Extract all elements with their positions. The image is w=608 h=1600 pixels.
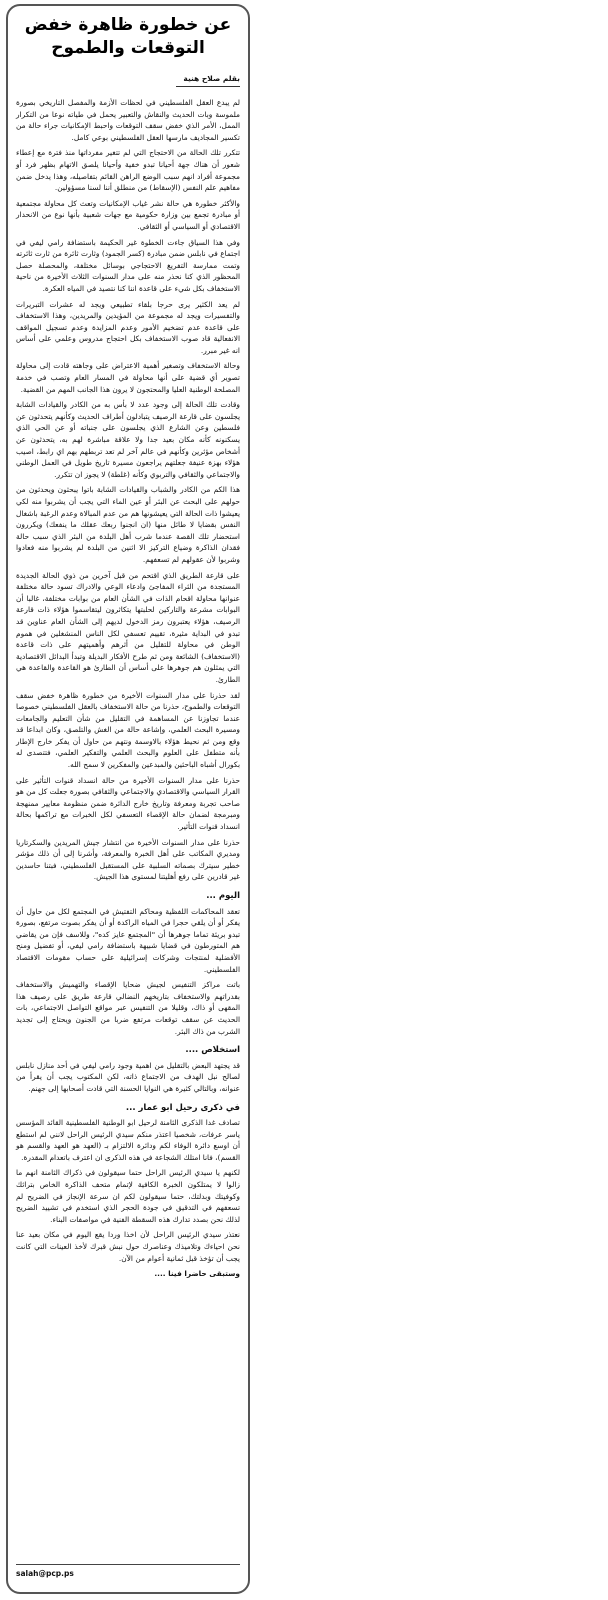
section-heading-today: اليوم ... <box>206 891 240 901</box>
paragraph: وفي هذا السياق جاءت الخطوة غير الحكيمة باستضافة رامي ليفي في اجتماع في نابلس ضمن مبادرة (كسر الجمود) وثارت ثائرة من ثارت ثائرته وتمت ممارسة التفريغ الاحتجاجي بوسائل مختلفة، والمحصلة حصل المحظور الذي كنا نحذر منه على مدار السنوات الثلاث الأخيرة من ناحية الاستخفاف بكل شيء على قاعدة اننا كنا نتصيد في المياه العكرة. <box>16 237 240 293</box>
article-byline: بقلم صلاح هنية <box>176 74 240 87</box>
paragraph: حذرنا على مدار السنوات الأخيرة من انتشار جيش المريدين والسكرتاريا ومديري المكاتب على أهل الخبرة والمعرفة، وأشرنا إلى أن ذلك مؤشر خطير سيترك بصماته السلبية على المستقبل الفلسطيني، فبتنا حاسدين غير قادرين على رفع أهليتنا لمستوى هذا الجيش. <box>16 837 240 882</box>
article-title: عن خطورة ظاهرة خفض التوقعات والطموح <box>24 15 232 58</box>
paragraph: على قارعة الطريق الذي اقتحم من قبل آخرين من ذوي الحالة الجديدة المستجدة من الثراء المفاجئ وادعاء الوعي والادراك تسود حالة مختلفة عنوانها محاولة اقحام الذات في الشأن العام من بوابات مختلفة، غالبا أن البوابات مشرعة والتاركين لحلبتها يتكاثرون ليتقاسموا هؤلاء ذات قارعة الرصيف، هؤلاء يعتبرون رمز الدخول لديهم إلى الشأن العام عناوين قد تبدو في البداية مثيرة، تقييم تعسفي لكل الناس المنشغلين في هموم الوطن في محاولة للتقليل من أثرهم وأهميتهم على ذات قاعدة (الاستخفاف) الشائعة ومن ثم طرح الأفكار البديلة وتبدأ البدائل الاقتصادية التي يمثلون هم جوهرها على أساس أن الطارئ هو القاعدة والقاعدة هي الطارئ. <box>16 570 240 684</box>
paragraph: قد يجتهد البعض بالتقليل من اهمية وجود رامي ليفي في أحد منازل نابلس لصالح نبل الهدف من الاجتماع ذاته، لكن المكتوب يجب أن يقرأ من عنوانه، وبالتالي كثيرة هي النوايا الحسنة التي قادت أصحابها إلى جهنم. <box>16 1060 240 1093</box>
paragraph: لقد حذرنا على مدار السنوات الأخيرة من خطورة ظاهرة خفض سقف التوقعات والطموح، حذرنا من حالة الاستخفاف بالعقل الفلسطيني خصوصا عندما تجاوزنا عن المساهمة في التقليل من شأن التعليم والجامعات ومسيرة البحث العلمي، وإشاعة حالة من الغش والتلصق، وكان ابداعا قد وقع ومن ثم نحيط هؤلاء بالاوسمة ونتهم من حاول أن يفكر خارج الإطار بأنه متطفل على العلوم والبحث العلمي والتفكير العلمي، فتتصدى له بكورال أشباه الباحثين والمبدعين والمفكرين لا سمح الله. <box>16 690 240 770</box>
paragraph: تعقد المحاكمات اللفظية ومحاكم التفتيش في المجتمع لكل من حاول أن يفكر أو أن يلقي حجرا في المياه الراكدة أو أن يفكر بصوت مرتفع، بصورة تبدو بريئة تماما جوهرها أن "المجتمع عايز كده"، وللاسف فإن من يقاضي هم المتورطون في قضايا شبيهة باستضافة رامي ليفي، أو تفضيل ومنح الأفضلية لمنتجات وشركات إسرائيلية على حساب مقومات الاقتصاد الفلسطيني. <box>16 906 240 974</box>
paragraph: لم يعد الكثير يرى حرجا بلقاء تطبيعي ويجد له عشرات التبريرات والتفسيرات ويجد له مجموعة من المؤيدين والمريدين، وهذا الاستخفاف على قاعدة عدم تضخيم الأمور وعدم المزايدة وعدم تسجيل المواقف الانفعالية قاد صوب الاستخفاف بكل احتجاج مدروس وعلمي على أساس انه غير مبرر. <box>16 299 240 355</box>
paragraph: تتكرر تلك الحالة من الاحتجاج التي لم تتغير مفرداتها منذ فترة مع إعطاء شعور أن هناك جهة أحيانا تبدو خفية وأحيانا يلصق الاتهام بظهر فرد أو مجموعة أفراد انهم سبب الوضع الراهن القائم بتفاصيله، وهذا يدخل ضمن مفاهيم علم النفس (الإسقاط) من منطلق أننا لسنا مسؤولين. <box>16 148 240 193</box>
section-heading-conclusion: استخلاص .... <box>185 1045 240 1056</box>
article-column <box>6 4 250 1594</box>
section-heading-arafat: في ذكرى رحيل ابو عمار ... <box>125 1102 240 1113</box>
author-email: salah@pcp.ps <box>16 1564 240 1578</box>
paragraph: لكنهم يا سيدي الرئيس الراحل حتما سيقولون في ذكراك الثامنة انهم ما زالوا لا يمتلكون الخبرة الكافية لإتمام متحف الذاكرة الخاص بتراثك وكوفيتك وبدلتك، حتما سيقولون لكم ان سرعة الإنجاز في الضريح لم تسعفهم في التدقيق في جودة الحجر الذي استخدم في تشييد الضريح لذلك نحن بصدد تدارك هذه السقطة الفنية في مواصفات البناء. <box>16 1168 240 1224</box>
closing-line: وستبقى حاضرا فينا .... <box>154 1269 240 1279</box>
paragraph: تصادف غدا الذكرى الثامنة لرحيل ابو الوطنية الفلسطينية القائد المؤسس ياسر عرفات، شخصيا اعتذر منكم سيدي الرئيس الراحل لانني لم استطع أن اوسع دائرة الوفاء لكم ودائرة الالتزام بـ (العهد هو العهد والقسم هو القسم)، فانا امتلك الشجاعة في هذه الذكرى ان اعترف باتعدام المقدرة. <box>16 1118 240 1162</box>
paragraph: نعتذر سيدي الرئيس الراحل لأن اخذا وردا يقع اليوم في مكان بعيد عنا نحن احياءك وتلاميذك وعناصرك حول نبش قبرك لأخذ العينات التي كانت يجب أن تؤخذ قبل ثمانية أعوام من الآن. <box>16 1230 240 1263</box>
paragraph: والأكثر خطورة هي حالة نشر غياب الإمكانيات وتعث كل محاولة مجتمعية أو مبادرة تجمع بين وزارة حكومية مع جهات شعبية بأنها نوع من الانحدار الاقتصادي أو السياسي أو الثقافي. <box>16 198 240 231</box>
paragraph: وحالة الاستخفاف وتصغير أهمية الاعتراض على وجاهته قادت إلى محاولة تصوير أي قضية على أنها محاولة في المسار العام وتصب في خدمة المصلحة الوطنية العليا والمحتجون لا يرون هذا الجانب المهم من القضية. <box>16 361 240 394</box>
paragraph: لم يبدع العقل الفلسطيني في لحظات الأزمة والمفصل التاريخي بصورة ملموسة وبات الحديث والنقاش والتعبير يحمل في طياته نوعا من التكرار الممل، الأمر الذي خفض سقف التوقعات واحبط الإمكانيات جراء حالة من تكسير المجاديف مارسها العقل الفلسطيني بوعي كامل. <box>16 98 240 142</box>
paragraph: حذرنا على مدار السنوات الأخيرة من حالة انسداد قنوات التأثير على القرار السياسي والاقتصادي والاجتماعي والثقافي بصورة جعلت كل من هو صاحب تجربة ومعرفة وتاريخ خارج الدائرة ضمن منظومة معايير ممنهجة ومبرمجة لضمان حالة الإقصاء التعسفي لكل الخبرات مع تراكمها بحالة انسداد قنوات التأثير. <box>16 775 240 832</box>
paragraph: وقادت تلك الحالة إلى وجود عدد لا بأس به من الكادر والقيادات الشابة يجلسون على قارعة الرصيف يتبادلون أطراف الحديث وكأنهم يتحدثون عن فلسطين وعن الشارع الذي يجلسون على جنباته أو عن الحي الذي يسكنونه كأنه مكان بعيد جدا ولا علاقة مباشرة لهم به، يتحدثون عن أشخاص مؤثرين وكأنهم في عالم آخر لم تعد تربطهم بهم اي رابط، اصيب هؤلاء بهزة عنيفة جعلتهم يراجعون مسيرة تاريخ طويل في العمل الوطني والاجتماعي والثقافي والتربوي وكأنه (غلطة) لا يجوز ان تتكرر. <box>16 400 240 479</box>
paragraph: باتت مراكز التنفيس لجيش ضحايا الإقصاء والتهميش والاستخفاف بقدراتهم والاستخفاف بتاريخهم النضالي قارعة طريق على رصيف هذا المقهى أو ذاك، وقليلا من التنفيس عبر مواقع التواصل الاجتماعي، بات الحديث عن سقف توقعات مرتفع ضربا من الجنون ويحتاج إلى تجديد الشرب من ذاك البئر. <box>16 980 240 1036</box>
article-body <box>16 97 240 1280</box>
paragraph: هذا الكم من الكادر والشباب والقيادات الشابة باتوا يبحثون ويحدثون من حولهم على البحث عن البئر أو عين الماء التي يجب أن يشربوا منه لكي يعيشوا ذات الحالة التي يعيشونها هم من عدم المبالاة وعدم الرغبة باشغال النفس بقضايا لا طائل منها (ان انجنوا ربعك عقلك ما ينفعك) ويكررون استحضار تلك القصة عندما شرب أهل البلدة من البئر الذي سبب حالة فقدان الذاكرة وضياع التركيز الا اثنين من البلدة لم يشربوا منه فعادوا وشربوا لأن عقولهم لم تسعفهم. <box>16 485 240 564</box>
